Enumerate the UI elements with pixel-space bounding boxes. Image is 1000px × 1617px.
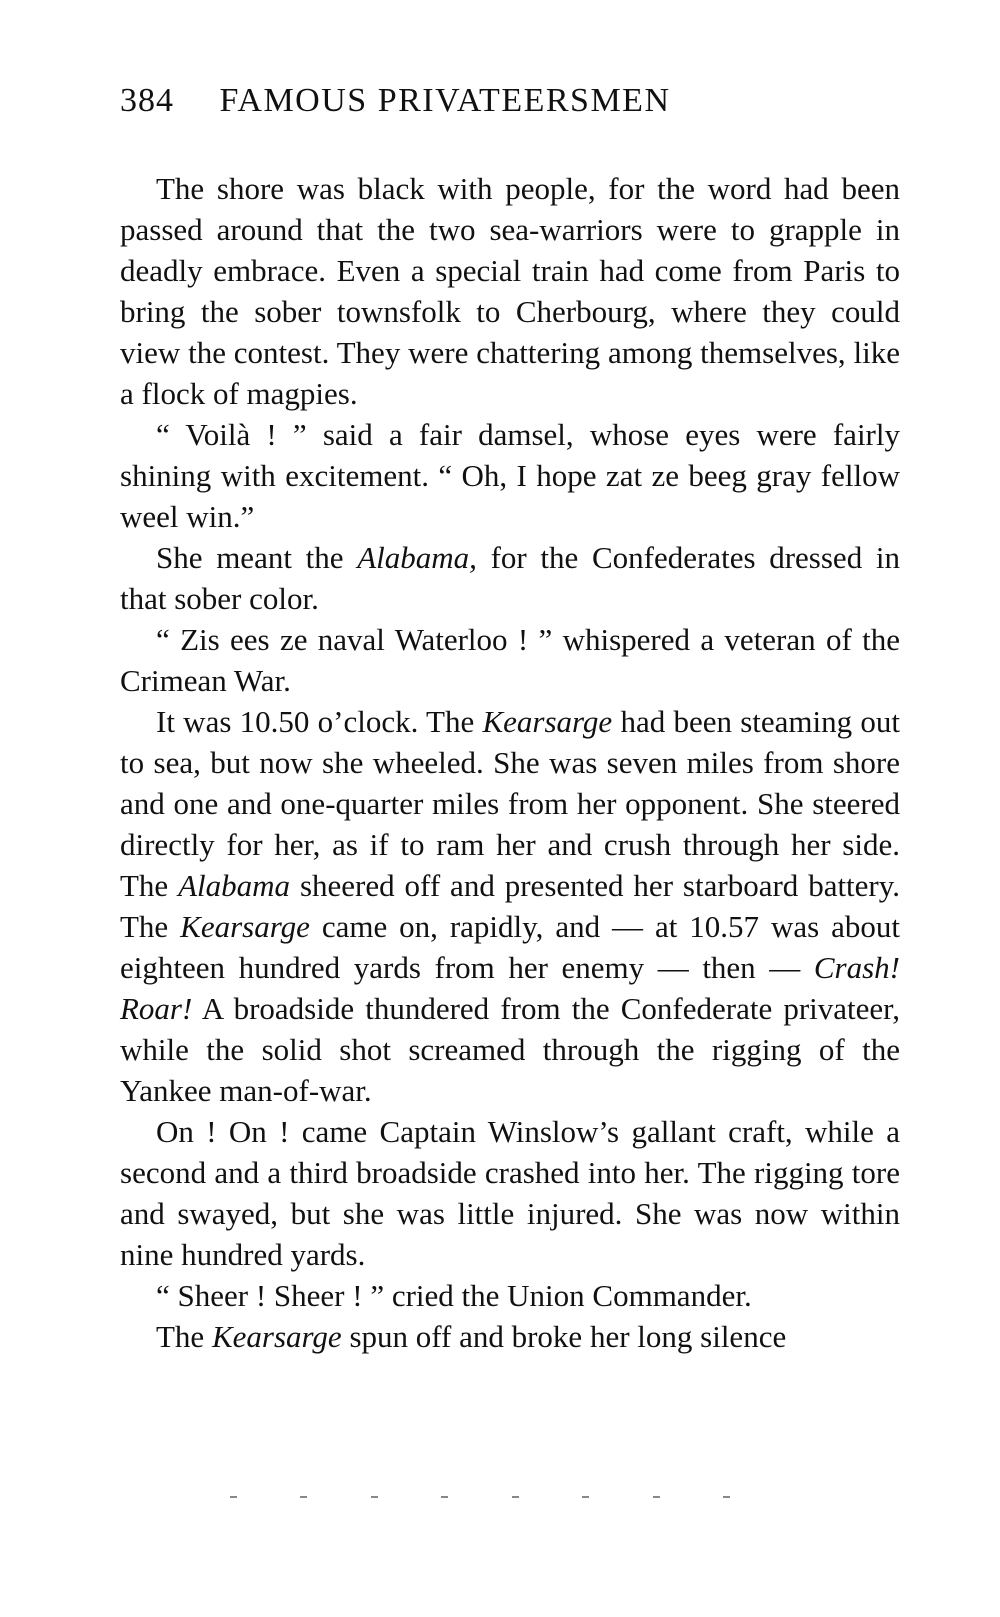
text-run: A broadside thundered from the Confederate privateer, while the solid shot screamed through the rigging of the Yankee man-of-war. xyxy=(120,991,900,1108)
text-run: It was 10.50 o’clock. The xyxy=(156,704,483,739)
page-number: 384 xyxy=(120,82,174,119)
italic-text: Alabama, xyxy=(357,540,477,575)
text-run: She meant the xyxy=(156,540,358,575)
paragraph xyxy=(120,619,900,701)
print-mark xyxy=(653,1496,660,1498)
text-run: came on, rapidly, and — at 10.57 was about eighteen hundred yards from her enemy — then — xyxy=(120,909,900,985)
paragraph xyxy=(120,1275,900,1316)
italic-text: Crash! Roar! xyxy=(120,950,900,1026)
text-run: “ Zis ees ze naval Waterloo ! ” whispered a veteran of the Crimean War. xyxy=(120,622,900,698)
text-run: The xyxy=(156,1319,212,1354)
text-run: sheered off and presented her starboard battery. The xyxy=(120,868,900,944)
print-mark xyxy=(300,1496,307,1498)
text-run: for the Confederates dressed in that sober color. xyxy=(120,540,900,616)
paragraph xyxy=(120,168,900,414)
print-mark xyxy=(512,1496,519,1498)
print-mark xyxy=(723,1496,730,1498)
paragraph xyxy=(120,1111,900,1275)
print-mark xyxy=(582,1496,589,1498)
body-text xyxy=(120,168,900,1357)
text-run: had been steaming out to sea, but now she wheeled. She was seven miles from shore and one and one-quarter miles from her opponent. She steered directly for her, as if to ram her and crush through her side. The xyxy=(120,704,900,903)
text-run: “ Voilà ! ” said a fair damsel, whose eyes were fairly shining with excitement. “ Oh, I hope zat ze beeg gray fellow weel win.” xyxy=(120,417,900,534)
print-mark xyxy=(371,1496,378,1498)
text-run: On ! On ! came Captain Winslow’s gallant craft, while a second and a third broadside crashed into her. The rigging tore and swayed, but she was little injured. She was now within nine hundred yards. xyxy=(120,1114,900,1272)
text-run: The shore was black with people, for the word had been passed around that the two sea-warriors were to grapple in deadly embrace. Even a special train had come from Paris to bring the sober townsfolk to Cherbourg, where they could view the contest. They were chattering among themselves, like a flock of magpies. xyxy=(120,171,900,411)
text-run: “ Sheer ! Sheer ! ” cried the Union Commander. xyxy=(156,1278,752,1313)
text-run: spun off and broke her long silence xyxy=(341,1319,787,1354)
paragraph xyxy=(120,1316,900,1357)
paragraph xyxy=(120,537,900,619)
italic-text: Kearsarge xyxy=(211,1319,342,1354)
running-header xyxy=(120,82,940,132)
print-mark xyxy=(230,1496,237,1498)
italic-text: Kearsarge xyxy=(180,909,310,944)
running-title: FAMOUS PRIVATEERSMEN xyxy=(219,82,671,119)
italic-text: Kearsarge xyxy=(482,704,613,739)
paragraph xyxy=(120,414,900,537)
italic-text: Alabama xyxy=(178,868,291,903)
footer-print-marks xyxy=(230,1496,730,1502)
print-mark xyxy=(441,1496,448,1498)
paragraph xyxy=(120,701,900,1111)
